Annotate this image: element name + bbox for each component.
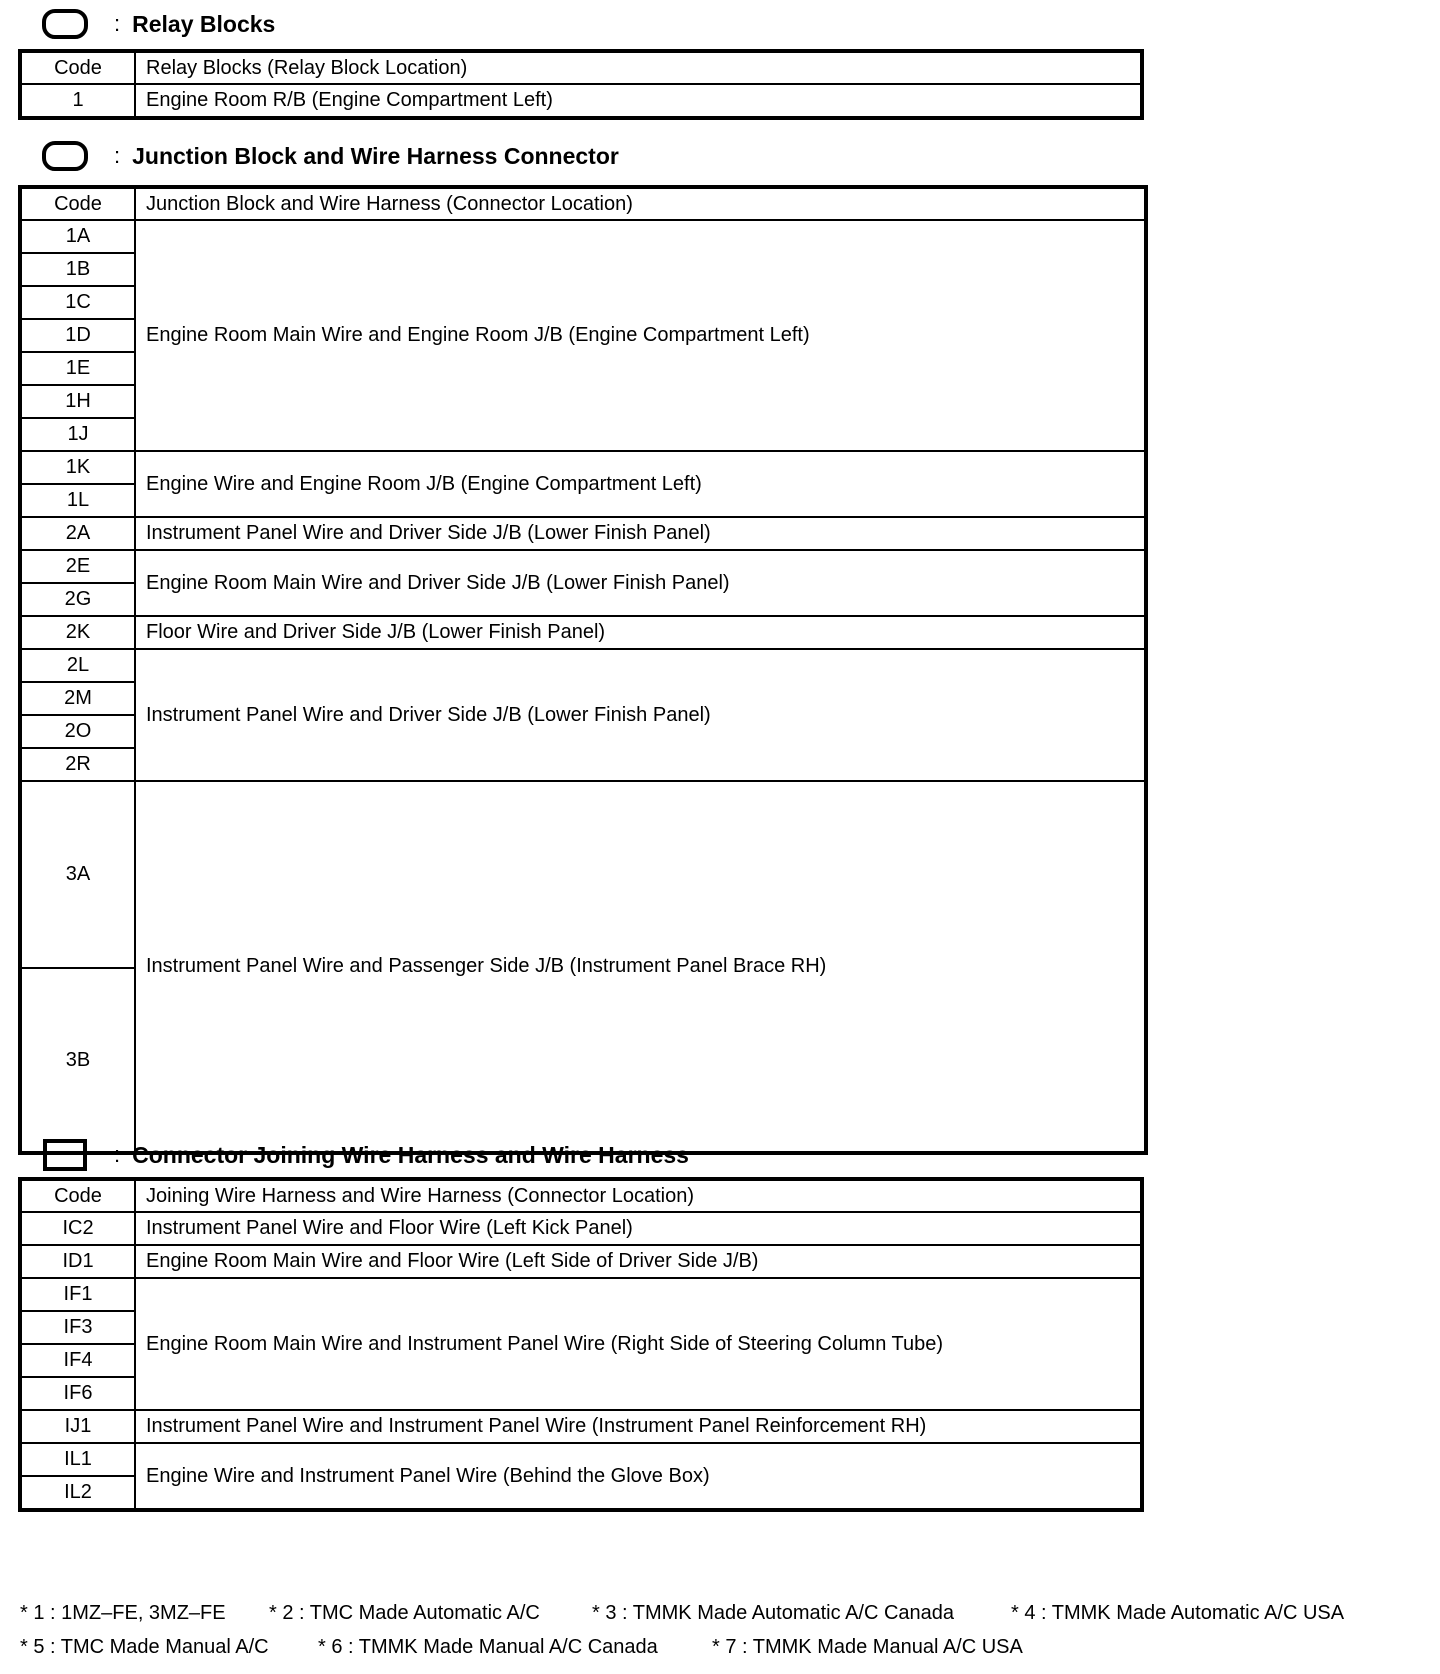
row-code: 3B xyxy=(21,968,135,1152)
table-header-row xyxy=(21,188,1145,220)
row-code: 2R xyxy=(21,748,135,781)
row-code: ID1 xyxy=(21,1245,135,1278)
row-desc: Engine Room Main Wire and Driver Side J/B (Lower Finish Panel) xyxy=(135,550,1145,616)
table-row xyxy=(21,1212,1141,1245)
joining-connector-symbol-icon xyxy=(40,1139,90,1171)
table-row xyxy=(21,451,1145,484)
row-code: IF1 xyxy=(21,1278,135,1311)
header-desc: Relay Blocks (Relay Block Location) xyxy=(135,52,1141,84)
row-code: 1B xyxy=(21,253,135,286)
row-code: 1H xyxy=(21,385,135,418)
table-row xyxy=(21,1245,1141,1278)
row-code: IC2 xyxy=(21,1212,135,1245)
table-header-row xyxy=(21,1180,1141,1212)
row-code: IF3 xyxy=(21,1311,135,1344)
row-code: 2K xyxy=(21,616,135,649)
junction-block-symbol-icon xyxy=(40,141,90,171)
row-code: IF6 xyxy=(21,1377,135,1410)
junction-block-heading xyxy=(40,136,619,176)
row-code: 1 xyxy=(21,84,135,117)
header-desc: Junction Block and Wire Harness (Connector Location) xyxy=(135,188,1145,220)
row-desc: Engine Room Main Wire and Floor Wire (Left Side of Driver Side J/B) xyxy=(135,1245,1141,1278)
row-code: 2E xyxy=(21,550,135,583)
row-code: 1A xyxy=(21,220,135,253)
table-row xyxy=(21,1443,1141,1476)
table-row xyxy=(21,781,1145,968)
joining-connector-title: Connector Joining Wire Harness and Wire Harness xyxy=(132,1141,689,1168)
row-code: 1L xyxy=(21,484,135,517)
table-row xyxy=(21,616,1145,649)
footnote: * 2 : TMC Made Automatic A/C xyxy=(269,1602,540,1624)
relay-blocks-table xyxy=(20,51,1142,118)
row-code: 2O xyxy=(21,715,135,748)
row-desc: Instrument Panel Wire and Driver Side J/B (Lower Finish Panel) xyxy=(135,649,1145,781)
row-desc: Instrument Panel Wire and Instrument Panel Wire (Instrument Panel Reinforcement RH) xyxy=(135,1410,1141,1443)
junction-block-title: Junction Block and Wire Harness Connector xyxy=(132,142,619,169)
row-code: 2M xyxy=(21,682,135,715)
table-row xyxy=(21,550,1145,583)
table-header-row xyxy=(21,52,1141,84)
table-row xyxy=(21,649,1145,682)
table-row xyxy=(21,220,1145,253)
relay-blocks-heading xyxy=(40,4,275,44)
header-code: Code xyxy=(21,1180,135,1212)
row-code: 2A xyxy=(21,517,135,550)
joining-connector-table xyxy=(20,1179,1142,1510)
row-code: IL2 xyxy=(21,1476,135,1509)
row-desc: Instrument Panel Wire and Passenger Side J/B (Instrument Panel Brace RH) xyxy=(135,781,1145,1152)
footnote: * 5 : TMC Made Manual A/C xyxy=(20,1636,269,1658)
row-desc: Floor Wire and Driver Side J/B (Lower Finish Panel) xyxy=(135,616,1145,649)
row-code: IF4 xyxy=(21,1344,135,1377)
relay-blocks-title: Relay Blocks xyxy=(132,10,276,37)
footnote: * 1 : 1MZ–FE, 3MZ–FE xyxy=(20,1602,226,1624)
row-desc: Instrument Panel Wire and Driver Side J/B (Lower Finish Panel) xyxy=(135,517,1145,550)
row-desc: Engine Room R/B (Engine Compartment Left) xyxy=(135,84,1141,117)
heading-colon: : xyxy=(114,11,121,36)
footnote: * 3 : TMMK Made Automatic A/C Canada xyxy=(592,1602,955,1624)
heading-colon: : xyxy=(114,143,121,168)
header-code: Code xyxy=(21,188,135,220)
row-code: 2G xyxy=(21,583,135,616)
footnote: * 6 : TMMK Made Manual A/C Canada xyxy=(318,1636,658,1658)
header-code: Code xyxy=(21,52,135,84)
row-code: 1D xyxy=(21,319,135,352)
row-desc: Engine Wire and Instrument Panel Wire (Behind the Glove Box) xyxy=(135,1443,1141,1509)
row-desc: Engine Room Main Wire and Instrument Panel Wire (Right Side of Steering Column Tube) xyxy=(135,1278,1141,1410)
table-row xyxy=(21,84,1141,117)
table-row xyxy=(21,1410,1141,1443)
row-desc: Engine Room Main Wire and Engine Room J/B (Engine Compartment Left) xyxy=(135,220,1145,451)
table-row xyxy=(21,517,1145,550)
row-code: 2L xyxy=(21,649,135,682)
row-code: IJ1 xyxy=(21,1410,135,1443)
row-code: 1J xyxy=(21,418,135,451)
row-code: 3A xyxy=(21,781,135,968)
footnote: * 7 : TMMK Made Manual A/C USA xyxy=(712,1636,1023,1658)
junction-block-table xyxy=(20,187,1146,1153)
footnote: * 4 : TMMK Made Automatic A/C USA xyxy=(1011,1602,1345,1624)
relay-block-symbol-icon xyxy=(40,9,90,39)
row-code: 1C xyxy=(21,286,135,319)
row-code: 1K xyxy=(21,451,135,484)
joining-connector-heading xyxy=(40,1135,689,1175)
row-desc: Engine Wire and Engine Room J/B (Engine Compartment Left) xyxy=(135,451,1145,517)
row-desc: Instrument Panel Wire and Floor Wire (Left Kick Panel) xyxy=(135,1212,1141,1245)
header-desc: Joining Wire Harness and Wire Harness (Connector Location) xyxy=(135,1180,1141,1212)
row-code: IL1 xyxy=(21,1443,135,1476)
heading-colon: : xyxy=(114,1142,121,1167)
row-code: 1E xyxy=(21,352,135,385)
table-row xyxy=(21,1278,1141,1311)
